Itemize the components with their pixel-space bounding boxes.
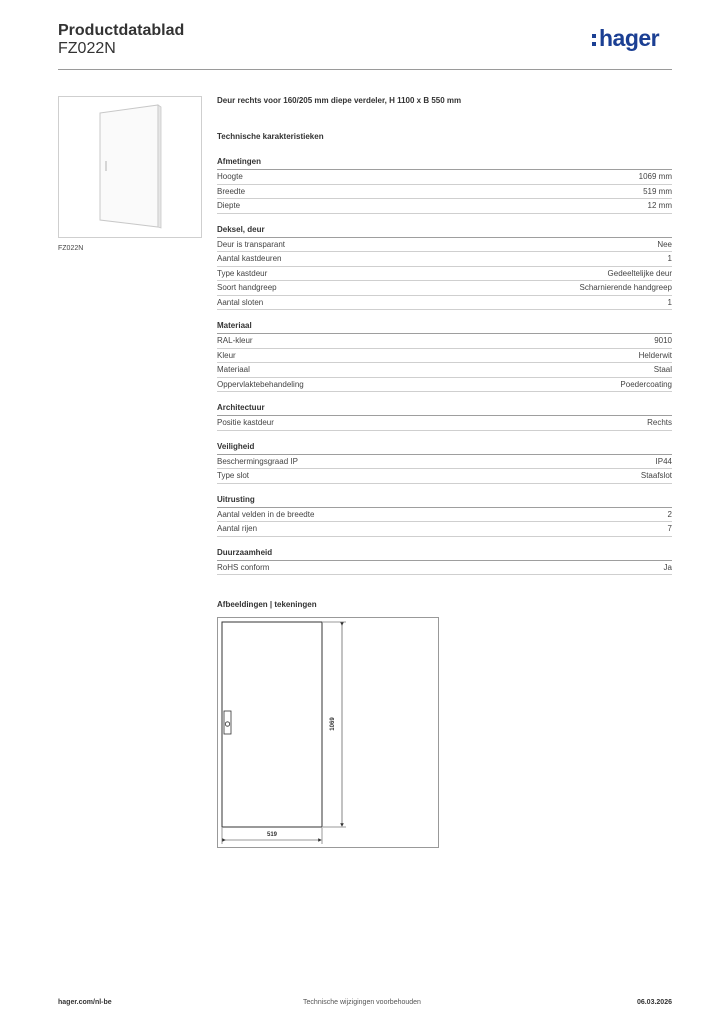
- spec-value: 12 mm: [647, 201, 672, 210]
- spec-row: [217, 363, 672, 378]
- section-cover-door: [217, 224, 672, 311]
- spec-label: Soort handgreep: [217, 283, 277, 292]
- footer-disclaimer: Technische wijzigingen voorbehouden: [303, 999, 421, 1006]
- logo-dots-icon: [592, 34, 597, 50]
- section-title: Deksel, deur: [217, 224, 672, 238]
- spec-label: Type kastdeur: [217, 268, 268, 278]
- spec-label: Deur is transparant: [217, 239, 286, 249]
- spec-value: Nee: [657, 239, 672, 249]
- spec-value: Scharnierende handgreep: [579, 283, 672, 292]
- spec-value: Ja: [663, 562, 672, 572]
- spec-value: Poedercoating: [620, 379, 672, 389]
- spec-label: Diepte: [217, 201, 241, 210]
- footer-website[interactable]: hager.com/nl-be: [58, 999, 112, 1006]
- spec-row: [217, 416, 672, 431]
- spec-value: Rechts: [647, 418, 672, 427]
- spec-value: 1069 mm: [638, 172, 672, 181]
- drawings-title: Afbeeldingen | tekeningen: [217, 600, 317, 609]
- door-outline: [222, 622, 322, 827]
- spec-value: 1: [667, 254, 672, 263]
- spec-content: [217, 96, 672, 575]
- spec-label: Breedte: [217, 186, 246, 196]
- spec-label: Hoogte: [217, 172, 243, 181]
- section-title: Architectuur: [217, 402, 672, 416]
- spec-value: Gedeeltelijke deur: [607, 268, 672, 278]
- spec-label: Aantal kastdeuren: [217, 254, 282, 263]
- spec-row: [217, 469, 672, 484]
- spec-label: Oppervlaktebehandeling: [217, 379, 304, 389]
- spec-row: [217, 334, 672, 349]
- spec-value: IP44: [655, 456, 672, 466]
- section-material: [217, 320, 672, 392]
- spec-row: [217, 170, 672, 185]
- spec-label: Beschermingsgraad IP: [217, 456, 298, 466]
- spec-row: [217, 281, 672, 296]
- spec-row: [217, 185, 672, 200]
- spec-label: Materiaal: [217, 365, 250, 374]
- page-title: Productdatablad: [58, 22, 185, 39]
- spec-row: [217, 349, 672, 364]
- product-image: [58, 96, 202, 238]
- technical-drawing: [217, 617, 439, 848]
- tech-characteristics-title: Technische karakteristieken: [217, 132, 324, 141]
- spec-value: 9010: [654, 336, 672, 345]
- spec-row: [217, 455, 672, 470]
- spec-row: [217, 378, 672, 393]
- logo-text: hager: [599, 25, 660, 51]
- spec-label: Aantal sloten: [217, 297, 264, 307]
- spec-label: Kleur: [217, 350, 236, 360]
- spec-value: Staal: [653, 365, 672, 374]
- spec-row: [217, 267, 672, 282]
- spec-row: [217, 252, 672, 267]
- section-title: Uitrusting: [217, 494, 672, 508]
- spec-label: Aantal rijen: [217, 524, 258, 533]
- section-sustainability: [217, 547, 672, 576]
- product-code: FZ022N: [58, 40, 116, 57]
- spec-row: [217, 199, 672, 214]
- spec-value: Staafslot: [640, 471, 672, 480]
- section-title: Materiaal: [217, 320, 672, 334]
- spec-row: [217, 296, 672, 311]
- spec-label: Type slot: [217, 471, 250, 480]
- section-dimensions: [217, 156, 672, 214]
- product-description: Deur rechts voor 160/205 mm diepe verdeler, H 1100 x B 550 mm: [217, 96, 462, 105]
- spec-label: Positie kastdeur: [217, 418, 274, 427]
- spec-row: [217, 561, 672, 576]
- spec-value: 519 mm: [643, 186, 672, 196]
- section-safety: [217, 441, 672, 484]
- product-image-caption: FZ022N: [58, 245, 84, 252]
- height-dimension-label: 1069: [330, 717, 336, 731]
- section-title: Afmetingen: [217, 156, 672, 170]
- footer-date: 06.03.2026: [636, 999, 672, 1006]
- spec-value: 7: [667, 524, 672, 533]
- spec-label: RAL-kleur: [217, 336, 253, 345]
- spec-row: [217, 238, 672, 253]
- spec-label: RoHS conform: [217, 562, 270, 572]
- section-equipment: [217, 494, 672, 537]
- spec-value: 2: [667, 509, 672, 519]
- spec-row: [217, 522, 672, 537]
- header-divider: [58, 69, 672, 70]
- width-dimension-label: 519: [266, 832, 278, 838]
- section-title: Duurzaamheid: [217, 547, 672, 561]
- spec-value: Helderwit: [638, 350, 672, 360]
- spec-value: 1: [667, 297, 672, 307]
- section-title: Veiligheid: [217, 441, 672, 455]
- spec-row: [217, 508, 672, 523]
- section-architecture: [217, 402, 672, 431]
- spec-label: Aantal velden in de breedte: [217, 509, 315, 519]
